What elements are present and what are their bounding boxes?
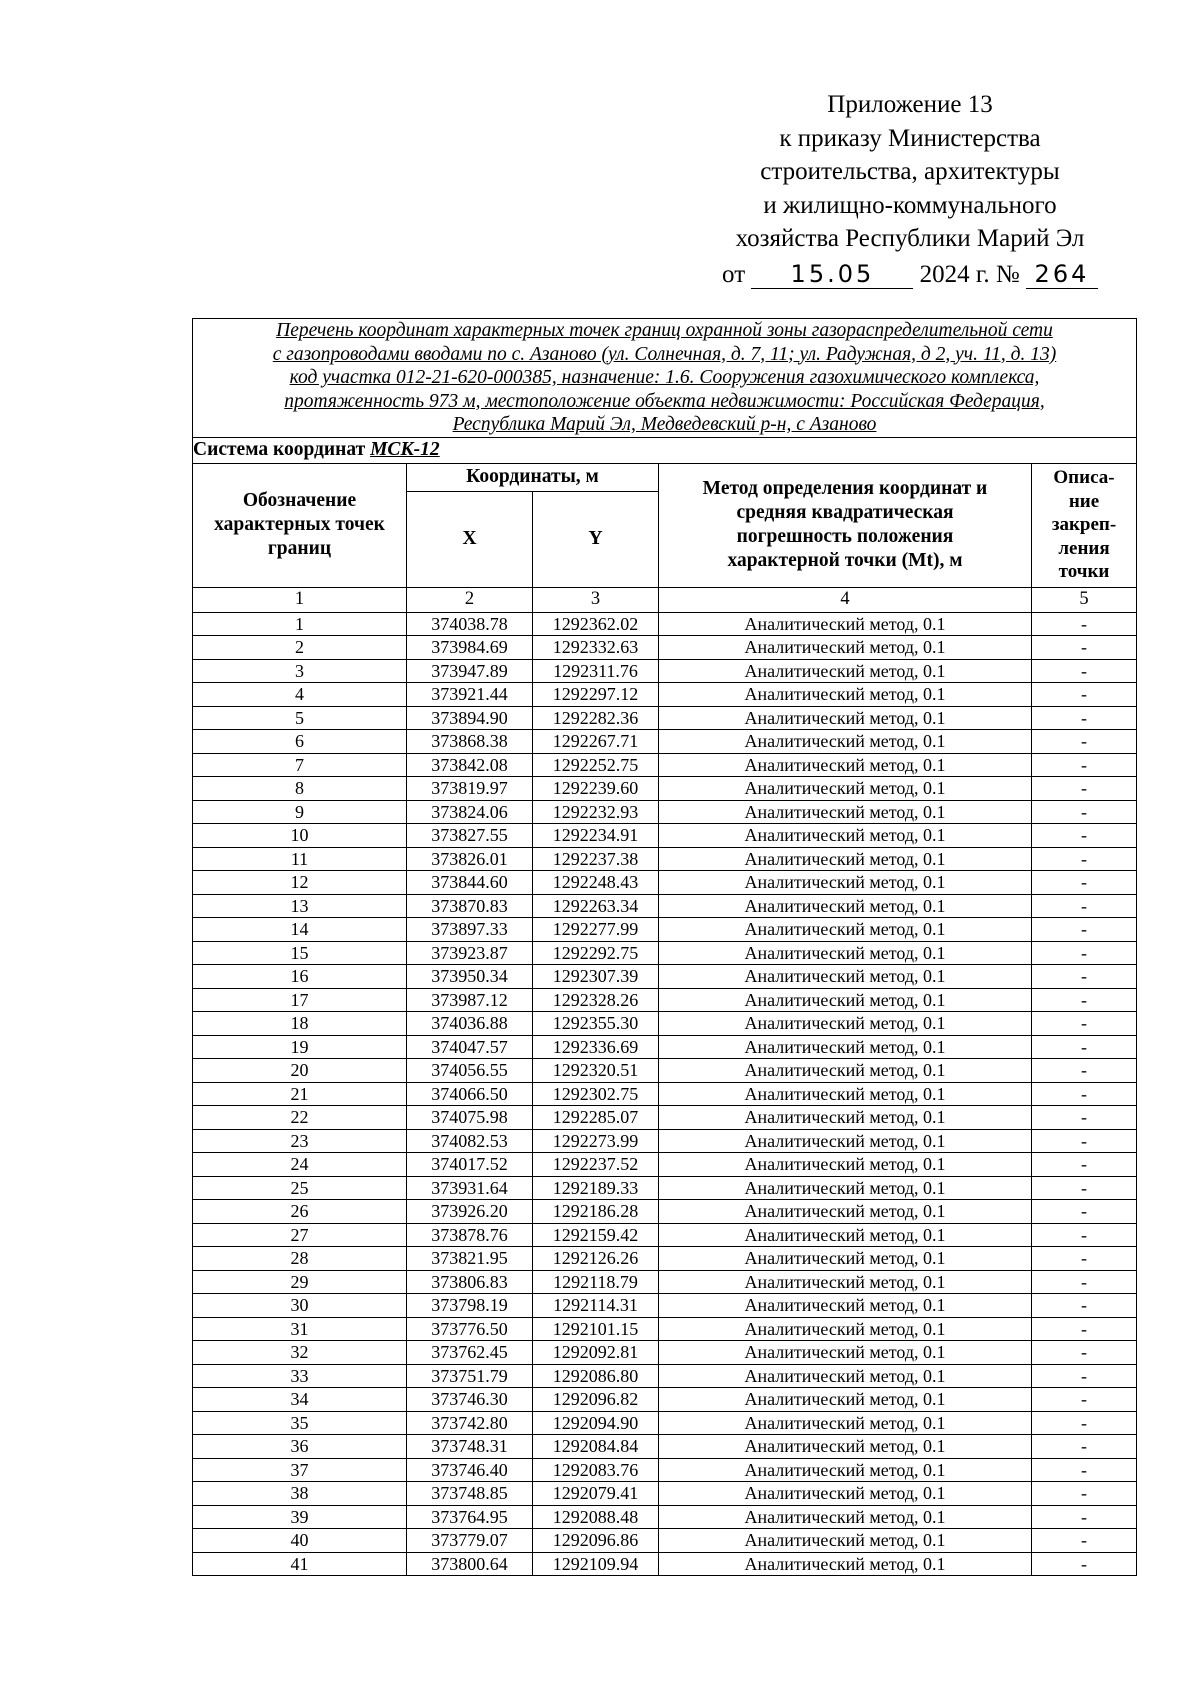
- fixing-description: -: [1032, 1411, 1137, 1435]
- method: Аналитический метод, 0.1: [659, 1129, 1032, 1153]
- fixing-description: -: [1032, 1317, 1137, 1341]
- point-number: 28: [193, 1247, 407, 1271]
- point-number: 10: [193, 824, 407, 848]
- coord-y: 1292362.02: [533, 612, 659, 636]
- method: Аналитический метод, 0.1: [659, 753, 1032, 777]
- method: Аналитический метод, 0.1: [659, 1059, 1032, 1083]
- method: Аналитический метод, 0.1: [659, 1153, 1032, 1177]
- coord-y: 1292086.80: [533, 1364, 659, 1388]
- point-number: 34: [193, 1388, 407, 1412]
- desc-line: ние: [1068, 490, 1100, 512]
- point-number: 30: [193, 1294, 407, 1318]
- coord-x: 373923.87: [407, 941, 533, 965]
- coord-y: 1292186.28: [533, 1200, 659, 1224]
- fixing-description: -: [1032, 824, 1137, 848]
- coordinates-table: [192, 318, 1137, 1576]
- table-row: [193, 636, 1137, 660]
- method: Аналитический метод, 0.1: [659, 988, 1032, 1012]
- method: Аналитический метод, 0.1: [659, 706, 1032, 730]
- coord-x: 373926.20: [407, 1200, 533, 1224]
- col-header-coordinates: Координаты, м: [407, 463, 659, 491]
- point-number: 38: [193, 1482, 407, 1506]
- coord-y: 1292118.79: [533, 1270, 659, 1294]
- point-number: 25: [193, 1176, 407, 1200]
- coord-x: 373764.95: [407, 1505, 533, 1529]
- point-number: 9: [193, 800, 407, 824]
- table-row: [193, 730, 1137, 754]
- coord-y: 1292159.42: [533, 1223, 659, 1247]
- fixing-description: -: [1032, 1529, 1137, 1553]
- fixing-description: -: [1032, 1106, 1137, 1130]
- method: Аналитический метод, 0.1: [659, 1082, 1032, 1106]
- coord-x: 374082.53: [407, 1129, 533, 1153]
- table-row: [193, 1388, 1137, 1412]
- column-number-row: [193, 587, 1137, 612]
- point-number: 6: [193, 730, 407, 754]
- title-line: Республика Марий Эл, Медведевский р-н, с Азаново: [452, 414, 877, 435]
- table-row: [193, 1082, 1137, 1106]
- method: Аналитический метод, 0.1: [659, 659, 1032, 683]
- table-row: [193, 800, 1137, 824]
- point-number: 2: [193, 636, 407, 660]
- coord-x: 373987.12: [407, 988, 533, 1012]
- fixing-description: -: [1032, 612, 1137, 636]
- table-row: [193, 824, 1137, 848]
- coord-y: 1292232.93: [533, 800, 659, 824]
- coord-x: 373826.01: [407, 847, 533, 871]
- system-label: Система координат: [193, 439, 366, 460]
- method: Аналитический метод, 0.1: [659, 1012, 1032, 1036]
- fixing-description: -: [1032, 706, 1137, 730]
- coord-x: 373776.50: [407, 1317, 533, 1341]
- coord-x: 373800.64: [407, 1552, 533, 1576]
- fixing-description: -: [1032, 894, 1137, 918]
- coord-x: 374038.78: [407, 612, 533, 636]
- coord-x: 373984.69: [407, 636, 533, 660]
- coord-y: 1292239.60: [533, 777, 659, 801]
- fixing-description: -: [1032, 1294, 1137, 1318]
- fixing-description: -: [1032, 1129, 1137, 1153]
- method: Аналитический метод, 0.1: [659, 1270, 1032, 1294]
- coord-y: 1292096.82: [533, 1388, 659, 1412]
- column-number: 1: [193, 587, 407, 612]
- column-number: 4: [659, 587, 1032, 612]
- table-row: [193, 1552, 1137, 1576]
- point-number: 36: [193, 1435, 407, 1459]
- fixing-description: -: [1032, 871, 1137, 895]
- fixing-description: -: [1032, 1552, 1137, 1576]
- coord-y: 1292328.26: [533, 988, 659, 1012]
- table-row: [193, 1223, 1137, 1247]
- coord-x: 373751.79: [407, 1364, 533, 1388]
- year-text: 2024 г. №: [919, 260, 1020, 288]
- title-line: код участка 012-21-620-000385, назначение: 1.6. Сооружения газохимического комплекса,: [289, 367, 1040, 388]
- coord-y: 1292355.30: [533, 1012, 659, 1036]
- coord-x: 373897.33: [407, 918, 533, 942]
- coord-x: 373746.30: [407, 1388, 533, 1412]
- coord-x: 373748.31: [407, 1435, 533, 1459]
- table-row: [193, 753, 1137, 777]
- coord-x: 373868.38: [407, 730, 533, 754]
- table-row: [193, 683, 1137, 707]
- coord-x: 373878.76: [407, 1223, 533, 1247]
- desc-line: точки: [1058, 561, 1110, 583]
- fixing-description: -: [1032, 777, 1137, 801]
- method: Аналитический метод, 0.1: [659, 1411, 1032, 1435]
- table-row: [193, 1200, 1137, 1224]
- coord-y: 1292114.31: [533, 1294, 659, 1318]
- fixing-description: -: [1032, 1223, 1137, 1247]
- coord-x: 373824.06: [407, 800, 533, 824]
- table-row: [193, 1129, 1137, 1153]
- fixing-description: -: [1032, 1082, 1137, 1106]
- coord-x: 374017.52: [407, 1153, 533, 1177]
- col-header-method: Метод определения координат и средняя квадратическая погрешность положения характерной точки (Mt), м: [659, 463, 1032, 587]
- method: Аналитический метод, 0.1: [659, 800, 1032, 824]
- fixing-description: -: [1032, 800, 1137, 824]
- point-number: 39: [193, 1505, 407, 1529]
- point-number: 13: [193, 894, 407, 918]
- point-number: 35: [193, 1411, 407, 1435]
- method: Аналитический метод, 0.1: [659, 1552, 1032, 1576]
- col-header-x: X: [407, 491, 533, 587]
- method: Аналитический метод, 0.1: [659, 1294, 1032, 1318]
- coord-y: 1292096.86: [533, 1529, 659, 1553]
- fixing-description: -: [1032, 1059, 1137, 1083]
- coordinate-system: [193, 437, 1137, 463]
- coord-y: 1292109.94: [533, 1552, 659, 1576]
- method: Аналитический метод, 0.1: [659, 1200, 1032, 1224]
- method: Аналитический метод, 0.1: [659, 636, 1032, 660]
- coord-x: 373762.45: [407, 1341, 533, 1365]
- point-number: 7: [193, 753, 407, 777]
- coord-y: 1292267.71: [533, 730, 659, 754]
- table-row: [193, 1270, 1137, 1294]
- column-number: 2: [407, 587, 533, 612]
- fixing-description: -: [1032, 918, 1137, 942]
- fixing-description: -: [1032, 941, 1137, 965]
- table-row: [193, 988, 1137, 1012]
- coord-x: 374047.57: [407, 1035, 533, 1059]
- point-number: 41: [193, 1552, 407, 1576]
- coord-y: 1292311.76: [533, 659, 659, 683]
- coord-x: 373819.97: [407, 777, 533, 801]
- header-line: строительства, архитектуры: [760, 158, 1060, 185]
- method: Аналитический метод, 0.1: [659, 1341, 1032, 1365]
- desc-line: закреп-: [1051, 514, 1117, 536]
- column-number: 3: [533, 587, 659, 612]
- method: Аналитический метод, 0.1: [659, 1458, 1032, 1482]
- fixing-description: -: [1032, 683, 1137, 707]
- method: Аналитический метод, 0.1: [659, 1435, 1032, 1459]
- title-line: с газопроводами вводами по с. Азаново (ул. Солнечная, д. 7, 11; ул. Радужная, д 2, уч. 11, д. 13): [272, 343, 1057, 365]
- coord-x: 373779.07: [407, 1529, 533, 1553]
- table-row: [193, 1247, 1137, 1271]
- date-prefix: от: [722, 260, 746, 288]
- fixing-description: -: [1032, 659, 1137, 683]
- fixing-description: -: [1032, 1435, 1137, 1459]
- method: Аналитический метод, 0.1: [659, 1223, 1032, 1247]
- table-row: [193, 1411, 1137, 1435]
- fixing-description: -: [1032, 1341, 1137, 1365]
- header-line: хозяйства Республики Марий Эл: [735, 225, 1085, 252]
- method: Аналитический метод, 0.1: [659, 1505, 1032, 1529]
- coord-y: 1292277.99: [533, 918, 659, 942]
- fixing-description: -: [1032, 1388, 1137, 1412]
- coord-y: 1292234.91: [533, 824, 659, 848]
- coord-x: 373742.80: [407, 1411, 533, 1435]
- coord-y: 1292252.75: [533, 753, 659, 777]
- system-value: МСК-12: [370, 439, 440, 460]
- title-line: протяженность 973 м, местоположение объекта недвижимости: Российская Федерация,: [284, 390, 1045, 412]
- fixing-description: -: [1032, 636, 1137, 660]
- method: Аналитический метод, 0.1: [659, 1247, 1032, 1271]
- method: Аналитический метод, 0.1: [659, 941, 1032, 965]
- method: Аналитический метод, 0.1: [659, 683, 1032, 707]
- order-number: 264: [1026, 260, 1098, 289]
- col-header-point-name: Обозначение характерных точек границ: [193, 463, 407, 587]
- method: Аналитический метод, 0.1: [659, 824, 1032, 848]
- desc-line: ления: [1058, 537, 1110, 559]
- point-number: 12: [193, 871, 407, 895]
- table-row: [193, 1435, 1137, 1459]
- coord-x: 373821.95: [407, 1247, 533, 1271]
- method: Аналитический метод, 0.1: [659, 612, 1032, 636]
- table-row: [193, 1505, 1137, 1529]
- method: Аналитический метод, 0.1: [659, 1035, 1032, 1059]
- table-row: [193, 1059, 1137, 1083]
- method: Аналитический метод, 0.1: [659, 1317, 1032, 1341]
- point-number: 4: [193, 683, 407, 707]
- coord-y: 1292297.12: [533, 683, 659, 707]
- fixing-description: -: [1032, 753, 1137, 777]
- table-title: [193, 319, 1137, 438]
- method: Аналитический метод, 0.1: [659, 871, 1032, 895]
- point-number: 16: [193, 965, 407, 989]
- table-row: [193, 1529, 1137, 1553]
- coord-y: 1292101.15: [533, 1317, 659, 1341]
- table-row: [193, 1317, 1137, 1341]
- table-row: [193, 965, 1137, 989]
- point-number: 22: [193, 1106, 407, 1130]
- coord-y: 1292302.75: [533, 1082, 659, 1106]
- column-number: 5: [1032, 587, 1137, 612]
- coord-y: 1292273.99: [533, 1129, 659, 1153]
- desc-line: Описа-: [1053, 467, 1115, 489]
- coord-y: 1292263.34: [533, 894, 659, 918]
- coord-y: 1292094.90: [533, 1411, 659, 1435]
- table-row: [193, 1012, 1137, 1036]
- fixing-description: -: [1032, 988, 1137, 1012]
- method: Аналитический метод, 0.1: [659, 965, 1032, 989]
- coord-x: 373746.40: [407, 1458, 533, 1482]
- coord-y: 1292282.36: [533, 706, 659, 730]
- header-line: Приложение 13: [827, 91, 993, 118]
- fixing-description: -: [1032, 1012, 1137, 1036]
- coord-x: 374066.50: [407, 1082, 533, 1106]
- coord-y: 1292189.33: [533, 1176, 659, 1200]
- method: Аналитический метод, 0.1: [659, 1529, 1032, 1553]
- col-header-y: Y: [533, 491, 659, 587]
- method: Аналитический метод, 0.1: [659, 1176, 1032, 1200]
- table-row: [193, 659, 1137, 683]
- coord-y: 1292292.75: [533, 941, 659, 965]
- fixing-description: -: [1032, 1505, 1137, 1529]
- point-number: 33: [193, 1364, 407, 1388]
- coord-y: 1292079.41: [533, 1482, 659, 1506]
- fixing-description: -: [1032, 1482, 1137, 1506]
- coord-y: 1292248.43: [533, 871, 659, 895]
- point-number: 1: [193, 612, 407, 636]
- method: Аналитический метод, 0.1: [659, 1388, 1032, 1412]
- fixing-description: -: [1032, 1247, 1137, 1271]
- table-row: [193, 1176, 1137, 1200]
- method: Аналитический метод, 0.1: [659, 918, 1032, 942]
- table-row: [193, 1106, 1137, 1130]
- point-number: 23: [193, 1129, 407, 1153]
- coord-y: 1292285.07: [533, 1106, 659, 1130]
- coord-y: 1292084.84: [533, 1435, 659, 1459]
- fixing-description: -: [1032, 1200, 1137, 1224]
- method: Аналитический метод, 0.1: [659, 1106, 1032, 1130]
- table-row: [193, 941, 1137, 965]
- fixing-description: -: [1032, 730, 1137, 754]
- fixing-description: -: [1032, 847, 1137, 871]
- point-number: 14: [193, 918, 407, 942]
- coord-y: 1292237.38: [533, 847, 659, 871]
- table-row: [193, 1035, 1137, 1059]
- point-number: 21: [193, 1082, 407, 1106]
- coord-x: 374036.88: [407, 1012, 533, 1036]
- header-line: и жилищно-коммунального: [763, 191, 1057, 219]
- coord-x: 373806.83: [407, 1270, 533, 1294]
- coord-x: 373947.89: [407, 659, 533, 683]
- coord-y: 1292320.51: [533, 1059, 659, 1083]
- coord-x: 374075.98: [407, 1106, 533, 1130]
- table-row: [193, 847, 1137, 871]
- point-number: 32: [193, 1341, 407, 1365]
- coord-y: 1292083.76: [533, 1458, 659, 1482]
- point-number: 26: [193, 1200, 407, 1224]
- point-number: 40: [193, 1529, 407, 1553]
- table-row: [193, 1153, 1137, 1177]
- point-number: 8: [193, 777, 407, 801]
- fixing-description: -: [1032, 1458, 1137, 1482]
- method: Аналитический метод, 0.1: [659, 894, 1032, 918]
- point-number: 37: [193, 1458, 407, 1482]
- fixing-description: -: [1032, 1153, 1137, 1177]
- coord-y: 1292088.48: [533, 1505, 659, 1529]
- coord-y: 1292307.39: [533, 965, 659, 989]
- table-row: [193, 894, 1137, 918]
- coord-x: 373870.83: [407, 894, 533, 918]
- table-row: [193, 871, 1137, 895]
- coord-x: 373798.19: [407, 1294, 533, 1318]
- coord-x: 373950.34: [407, 965, 533, 989]
- point-number: 27: [193, 1223, 407, 1247]
- coord-x: 373748.85: [407, 1482, 533, 1506]
- table-row: [193, 612, 1137, 636]
- table-body: [193, 612, 1137, 1576]
- point-number: 17: [193, 988, 407, 1012]
- coord-x: 373844.60: [407, 871, 533, 895]
- point-number: 24: [193, 1153, 407, 1177]
- point-number: 15: [193, 941, 407, 965]
- point-number: 5: [193, 706, 407, 730]
- coord-y: 1292332.63: [533, 636, 659, 660]
- table-row: [193, 1294, 1137, 1318]
- coord-x: 373931.64: [407, 1176, 533, 1200]
- table-row: [193, 777, 1137, 801]
- table-row: [193, 918, 1137, 942]
- fixing-description: -: [1032, 1176, 1137, 1200]
- coord-x: 373921.44: [407, 683, 533, 707]
- appendix-header: [690, 88, 1130, 291]
- coord-y: 1292336.69: [533, 1035, 659, 1059]
- fixing-description: -: [1032, 1270, 1137, 1294]
- point-number: 29: [193, 1270, 407, 1294]
- method: Аналитический метод, 0.1: [659, 847, 1032, 871]
- fixing-description: -: [1032, 1364, 1137, 1388]
- coord-x: 373842.08: [407, 753, 533, 777]
- point-number: 3: [193, 659, 407, 683]
- coord-y: 1292237.52: [533, 1153, 659, 1177]
- point-number: 19: [193, 1035, 407, 1059]
- method: Аналитический метод, 0.1: [659, 777, 1032, 801]
- table-row: [193, 706, 1137, 730]
- coord-x: 373894.90: [407, 706, 533, 730]
- point-number: 11: [193, 847, 407, 871]
- point-number: 20: [193, 1059, 407, 1083]
- table-row: [193, 1458, 1137, 1482]
- point-number: 18: [193, 1012, 407, 1036]
- order-date-line: [690, 258, 1130, 292]
- table-row: [193, 1364, 1137, 1388]
- title-line: Перечень координат характерных точек границ охранной зоны газораспределительной сети: [276, 320, 1053, 341]
- order-date: 15.05: [751, 260, 913, 289]
- coord-y: 1292092.81: [533, 1341, 659, 1365]
- header-line: к приказу Министерства: [779, 124, 1041, 152]
- point-number: 31: [193, 1317, 407, 1341]
- method: Аналитический метод, 0.1: [659, 730, 1032, 754]
- coord-x: 374056.55: [407, 1059, 533, 1083]
- table-row: [193, 1482, 1137, 1506]
- coord-x: 373827.55: [407, 824, 533, 848]
- method: Аналитический метод, 0.1: [659, 1364, 1032, 1388]
- col-header-description: [1032, 463, 1137, 587]
- method: Аналитический метод, 0.1: [659, 1482, 1032, 1506]
- fixing-description: -: [1032, 1035, 1137, 1059]
- table-row: [193, 1341, 1137, 1365]
- coord-y: 1292126.26: [533, 1247, 659, 1271]
- fixing-description: -: [1032, 965, 1137, 989]
